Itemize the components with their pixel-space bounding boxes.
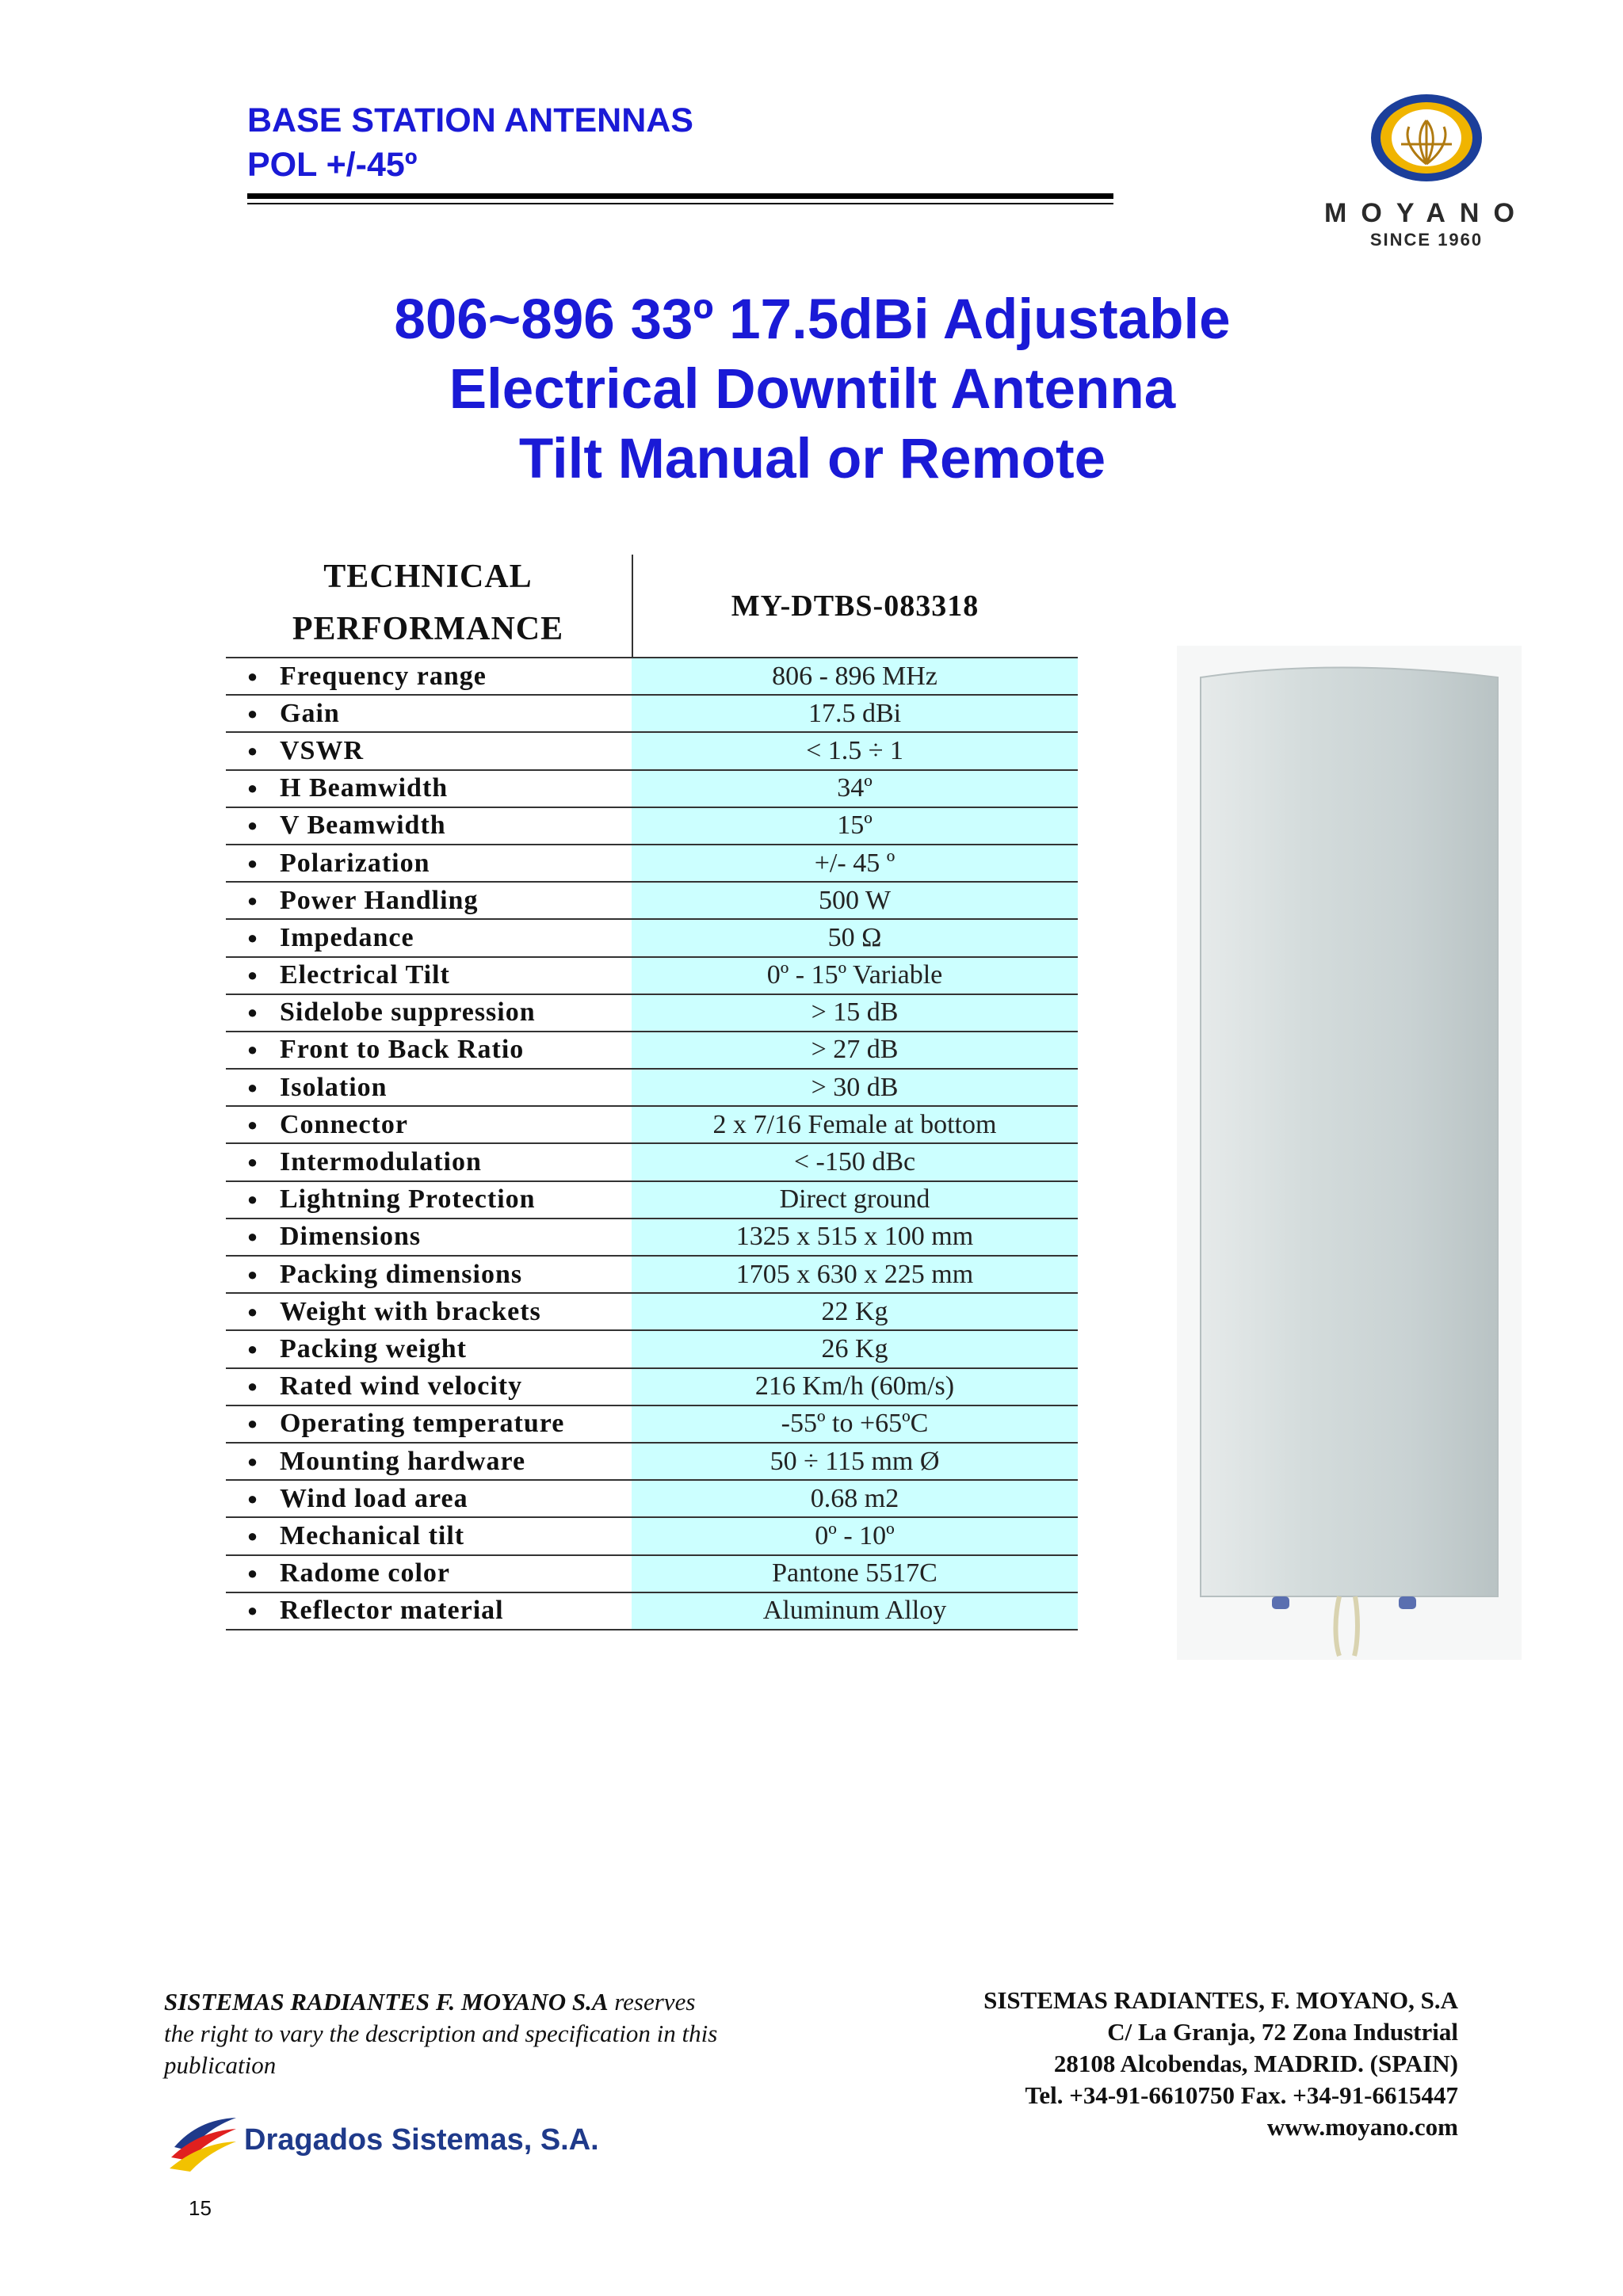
spec-label-cell: [226, 995, 632, 1031]
spec-value: 22 Kg: [632, 1294, 1078, 1329]
spec-label-cell: [226, 1032, 632, 1068]
bullet-icon: ●: [246, 1488, 259, 1508]
bullet-icon: ●: [246, 1114, 259, 1135]
title-line-3: Tilt Manual or Remote: [518, 428, 1106, 490]
spec-value: 50 Ω: [632, 920, 1078, 955]
bullet-icon: ●: [246, 1525, 259, 1546]
technical-performance-heading: [226, 551, 630, 655]
spec-label: Weight with brackets: [280, 1296, 541, 1326]
address-line-1: SISTEMAS RADIANTES, F. MOYANO, S.A: [983, 1986, 1458, 2014]
spec-value: 2 x 7/16 Female at bottom: [632, 1107, 1078, 1142]
address-line-4: Tel. +34-91-6610750 Fax. +34-91-6615447: [1025, 2081, 1458, 2109]
dragados-logo-icon: [166, 2111, 238, 2175]
table-row: [226, 733, 1078, 770]
table-row: [226, 1219, 1078, 1257]
bullet-icon: ●: [246, 1301, 259, 1322]
header-line-1: BASE STATION ANTENNAS: [247, 101, 693, 139]
disclaimer-text-1: reserves: [608, 1988, 696, 2016]
spec-label-cell: [226, 920, 632, 955]
table-row: [226, 1331, 1078, 1368]
spec-value: 500 W: [632, 883, 1078, 918]
bullet-icon: ●: [246, 1077, 259, 1097]
spec-label: Electrical Tilt: [280, 960, 450, 990]
bullet-icon: ●: [246, 1563, 259, 1584]
spec-value: Pantone 5517C: [632, 1556, 1078, 1592]
tech-head-line-2: PERFORMANCE: [292, 611, 564, 647]
spec-label-cell: [226, 771, 632, 807]
table-row: [226, 845, 1078, 883]
spec-label-cell: [226, 808, 632, 844]
bullet-icon: ●: [246, 1338, 259, 1359]
spec-value: > 15 dB: [632, 995, 1078, 1031]
spec-label-cell: [226, 1219, 632, 1255]
address-line-2: C/ La Granja, 72 Zona Industrial: [1107, 2018, 1458, 2046]
bullet-icon: ●: [246, 1039, 259, 1060]
header-rule-thick: [247, 193, 1113, 199]
spec-value: 0º - 15º Variable: [632, 958, 1078, 994]
spec-value: < -150 dBc: [632, 1144, 1078, 1180]
spec-value: 806 - 896 MHz: [632, 658, 1078, 694]
spec-label: Isolation: [280, 1072, 388, 1102]
spec-label: Packing weight: [280, 1333, 467, 1363]
page-number: 15: [189, 2196, 212, 2220]
title-line-2: Electrical Downtilt Antenna: [449, 358, 1176, 421]
spec-value: 26 Kg: [632, 1331, 1078, 1367]
bullet-icon: ●: [246, 1002, 259, 1023]
spec-label: Wind load area: [280, 1483, 468, 1513]
bullet-icon: ●: [246, 815, 259, 836]
spec-label: Impedance: [280, 922, 414, 952]
spec-value: Direct ground: [632, 1182, 1078, 1218]
bullet-icon: ●: [246, 1413, 259, 1434]
spec-label: Power Handling: [280, 885, 479, 915]
disclaimer-text-3: publication: [164, 2051, 277, 2079]
spec-label-cell: [226, 1518, 632, 1554]
spec-value: 0.68 m2: [632, 1481, 1078, 1516]
table-row: [226, 1182, 1078, 1219]
spec-value: 34º: [632, 771, 1078, 807]
partner-name: Dragados Sistemas, S.A.: [244, 2123, 599, 2157]
bullet-icon: ●: [246, 1226, 259, 1247]
spec-value: 0º - 10º: [632, 1518, 1078, 1554]
spec-label-cell: [226, 658, 632, 694]
spec-label-cell: [226, 1107, 632, 1142]
spec-label-cell: [226, 958, 632, 994]
table-row: [226, 1406, 1078, 1444]
bullet-icon: ●: [246, 1189, 259, 1210]
spec-label-cell: [226, 1481, 632, 1516]
spec-label-cell: [226, 1556, 632, 1592]
company-address: [872, 1985, 1458, 2143]
bullet-icon: ●: [246, 1152, 259, 1173]
brand-since: SINCE 1960: [1369, 230, 1484, 250]
bullet-icon: ●: [246, 740, 259, 761]
antenna-image: [1177, 646, 1522, 1660]
bullet-icon: ●: [246, 1376, 259, 1397]
spec-label: Sidelobe suppression: [280, 997, 536, 1028]
model-number: MY-DTBS-083318: [731, 589, 980, 623]
spec-label: Rated wind velocity: [280, 1371, 523, 1402]
spec-label-cell: [226, 1070, 632, 1105]
spec-label: Mechanical tilt: [280, 1520, 465, 1550]
spec-label-cell: [226, 845, 632, 881]
spec-value: 1705 x 630 x 225 mm: [632, 1257, 1078, 1292]
table-row: [226, 958, 1078, 995]
spec-value: 50 ÷ 115 mm Ø: [632, 1444, 1078, 1479]
spec-label: Dimensions: [280, 1222, 422, 1252]
spec-label: Connector: [280, 1109, 408, 1139]
spec-label: Frequency range: [280, 661, 487, 691]
table-row: [226, 1518, 1078, 1555]
header-rule-thin: [247, 203, 1113, 204]
table-row: [226, 1444, 1078, 1481]
spec-label: Gain: [280, 698, 340, 728]
spec-value: Aluminum Alloy: [632, 1593, 1078, 1629]
spec-value: 1325 x 515 x 100 mm: [632, 1219, 1078, 1255]
table-row: [226, 1556, 1078, 1593]
spec-label: Mounting hardware: [280, 1446, 526, 1476]
spec-label-cell: [226, 733, 632, 769]
table-row: [226, 1294, 1078, 1331]
table-row: [226, 1144, 1078, 1181]
spec-value: 17.5 dBi: [632, 696, 1078, 731]
table-row: [226, 1369, 1078, 1406]
spec-label: Packing dimensions: [280, 1259, 523, 1289]
spec-value: > 27 dB: [632, 1032, 1078, 1068]
spec-label-cell: [226, 1144, 632, 1180]
bullet-icon: ●: [246, 1600, 259, 1621]
spec-value: 15º: [632, 808, 1078, 844]
spec-label: Polarization: [280, 848, 430, 878]
spec-value: < 1.5 ÷ 1: [632, 733, 1078, 769]
bullet-icon: ●: [246, 852, 259, 873]
table-row: [226, 696, 1078, 733]
spec-label-cell: [226, 1406, 632, 1442]
table-row: [226, 1032, 1078, 1070]
address-line-3: 28108 Alcobendas, MADRID. (SPAIN): [1053, 2050, 1458, 2077]
disclaimer-company: SISTEMAS RADIANTES F. MOYANO S.A: [164, 1988, 609, 2016]
table-row: [226, 995, 1078, 1032]
bullet-icon: ●: [246, 666, 259, 686]
table-row: [226, 1070, 1078, 1107]
spec-label: Front to Back Ratio: [280, 1035, 525, 1065]
table-row: [226, 883, 1078, 920]
table-row: [226, 1593, 1078, 1630]
bullet-icon: ●: [246, 927, 259, 948]
spec-value: +/- 45 º: [632, 845, 1078, 881]
table-row: [226, 1257, 1078, 1294]
brand-name: MOYANO: [1324, 198, 1529, 228]
bullet-icon: ●: [246, 703, 259, 723]
bullet-icon: ●: [246, 1451, 259, 1471]
spec-label: VSWR: [280, 735, 365, 765]
table-row: [226, 658, 1078, 696]
spec-label-cell: [226, 1294, 632, 1329]
bullet-icon: ●: [246, 890, 259, 910]
table-row: [226, 808, 1078, 845]
spec-label: Reflector material: [280, 1596, 504, 1626]
title-line-1: 806~896 33º 17.5dBi Adjustable: [394, 288, 1231, 351]
section-header: [247, 98, 693, 187]
table-row: [226, 920, 1078, 957]
spec-value: 216 Km/h (60m/s): [632, 1369, 1078, 1405]
table-row: [226, 1107, 1078, 1144]
table-row: [226, 1481, 1078, 1518]
spec-label: H Beamwidth: [280, 773, 449, 803]
spec-label-cell: [226, 1593, 632, 1629]
table-row: [226, 771, 1078, 808]
spec-label-cell: [226, 1331, 632, 1367]
spec-value: > 30 dB: [632, 1070, 1078, 1105]
spec-label: Intermodulation: [280, 1147, 482, 1177]
spec-label-cell: [226, 1182, 632, 1218]
header-line-2: POL +/-45º: [247, 146, 418, 184]
spec-label-cell: [226, 1257, 632, 1292]
spec-label: V Beamwidth: [280, 810, 446, 841]
product-title: [262, 285, 1363, 494]
bullet-icon: ●: [246, 1264, 259, 1284]
bullet-icon: ●: [246, 778, 259, 799]
spec-label: Lightning Protection: [280, 1184, 536, 1215]
spec-value: -55º to +65ºC: [632, 1406, 1078, 1442]
spec-label-cell: [226, 1369, 632, 1405]
spec-label: Operating temperature: [280, 1409, 565, 1439]
spec-table: [226, 658, 1078, 1630]
spec-label: Radome color: [280, 1558, 451, 1589]
spec-label-cell: [226, 696, 632, 731]
address-website: www.moyano.com: [1266, 2113, 1458, 2141]
disclaimer-text-2: the right to vary the description and specification in this: [164, 2019, 718, 2047]
bullet-icon: ●: [246, 965, 259, 986]
spec-label-cell: [226, 1444, 632, 1479]
spec-label-cell: [226, 883, 632, 918]
disclaimer: [164, 1986, 814, 2081]
tech-head-line-1: TECHNICAL: [323, 559, 533, 595]
